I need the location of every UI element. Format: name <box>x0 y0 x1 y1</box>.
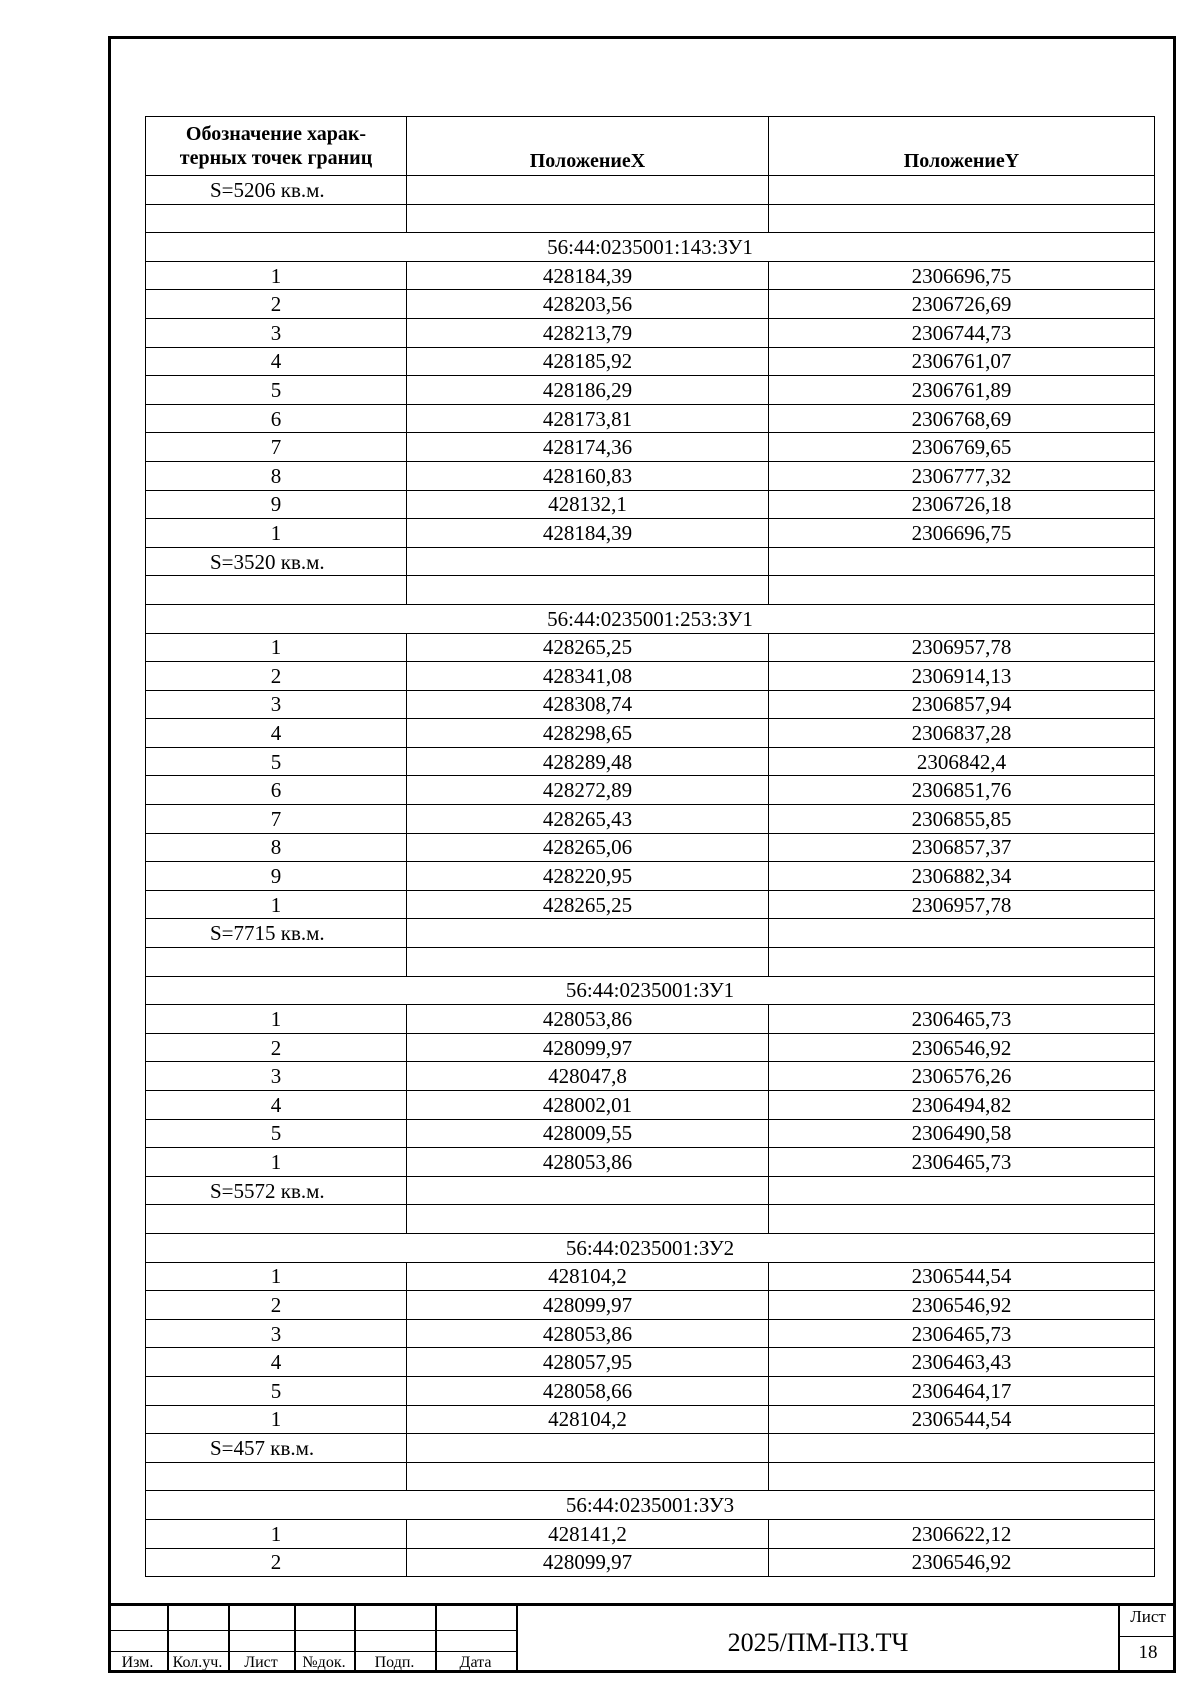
point-number: 4 <box>146 719 407 748</box>
point-number: 1 <box>146 633 407 662</box>
table-row <box>146 633 1155 662</box>
position-x-value: 428173,81 <box>407 404 769 433</box>
position-x-value: 428298,65 <box>407 719 769 748</box>
sheet-number: 18 <box>1138 1642 1158 1663</box>
table-row <box>146 1348 1155 1377</box>
point-number: 2 <box>146 1291 407 1320</box>
area-row <box>146 176 1155 205</box>
table-row <box>146 1262 1155 1291</box>
position-x-value: 428186,29 <box>407 376 769 405</box>
point-number: 1 <box>146 1405 407 1434</box>
table-row <box>146 862 1155 891</box>
position-y-value: 2306465,73 <box>769 1005 1155 1034</box>
empty-cell <box>769 948 1155 977</box>
empty-cell <box>769 1176 1155 1205</box>
table-row <box>146 890 1155 919</box>
empty-cell <box>407 1176 769 1205</box>
empty-cell <box>407 1462 769 1491</box>
table-row <box>146 1005 1155 1034</box>
parcel-cadastral-number: 56:44:0235001:ЗУ1 <box>146 976 1155 1005</box>
point-number: 2 <box>146 290 407 319</box>
position-y-value: 2306546,92 <box>769 1033 1155 1062</box>
title-block-rule <box>108 1651 516 1652</box>
position-x-value: 428289,48 <box>407 747 769 776</box>
empty-cell <box>769 547 1155 576</box>
parcel-cadastral-number: 56:44:0235001:ЗУ3 <box>146 1491 1155 1520</box>
position-x-value: 428104,2 <box>407 1262 769 1291</box>
position-x-value: 428057,95 <box>407 1348 769 1377</box>
point-number: 9 <box>146 862 407 891</box>
position-x-value: 428174,36 <box>407 433 769 462</box>
point-number: 3 <box>146 690 407 719</box>
point-number: 1 <box>146 1519 407 1548</box>
point-number: 4 <box>146 1091 407 1120</box>
parcel-section-row <box>146 604 1155 633</box>
position-x-value: 428132,1 <box>407 490 769 519</box>
position-y-value: 2306463,43 <box>769 1348 1155 1377</box>
table-row <box>146 347 1155 376</box>
point-number: 2 <box>146 1033 407 1062</box>
position-x-value: 428053,86 <box>407 1005 769 1034</box>
position-x-value: 428272,89 <box>407 776 769 805</box>
position-x-value: 428308,74 <box>407 690 769 719</box>
empty-cell <box>146 1462 407 1491</box>
position-x-value: 428265,06 <box>407 833 769 862</box>
stamp-label-doc-number: №док. <box>302 1654 346 1671</box>
position-x-value: 428265,25 <box>407 633 769 662</box>
point-number: 2 <box>146 662 407 691</box>
position-y-value: 2306546,92 <box>769 1548 1155 1577</box>
position-x-value: 428104,2 <box>407 1405 769 1434</box>
point-number: 3 <box>146 1319 407 1348</box>
position-x-value: 428053,86 <box>407 1148 769 1177</box>
area-row <box>146 1434 1155 1463</box>
point-number: 3 <box>146 1062 407 1091</box>
position-y-value: 2306761,89 <box>769 376 1155 405</box>
blank-row <box>146 1205 1155 1234</box>
position-x-value: 428099,97 <box>407 1548 769 1577</box>
table-row <box>146 805 1155 834</box>
area-row <box>146 1176 1155 1205</box>
table-row <box>146 261 1155 290</box>
empty-cell <box>146 948 407 977</box>
table-row <box>146 662 1155 691</box>
document-code: 2025/ПМ-ПЗ.ТЧ <box>727 1628 909 1657</box>
table-header-row <box>146 117 1155 176</box>
empty-cell <box>146 204 407 233</box>
point-number: 4 <box>146 1348 407 1377</box>
position-y-value: 2306576,26 <box>769 1062 1155 1091</box>
parcel-section-row <box>146 1233 1155 1262</box>
position-y-value: 2306494,82 <box>769 1091 1155 1120</box>
position-x-value: 428184,39 <box>407 519 769 548</box>
table-row <box>146 1376 1155 1405</box>
position-y-value: 2306842,4 <box>769 747 1155 776</box>
position-y-value: 2306914,13 <box>769 662 1155 691</box>
point-number: 7 <box>146 805 407 834</box>
empty-cell <box>407 1434 769 1463</box>
table-row <box>146 833 1155 862</box>
empty-cell <box>769 576 1155 605</box>
position-y-value: 2306726,69 <box>769 290 1155 319</box>
point-number: 5 <box>146 1376 407 1405</box>
sheet-label: Лист <box>1130 1607 1166 1626</box>
position-x-value: 428265,25 <box>407 890 769 919</box>
position-x-value: 428213,79 <box>407 318 769 347</box>
position-x-value: 428160,83 <box>407 461 769 490</box>
table-row <box>146 461 1155 490</box>
area-row <box>146 919 1155 948</box>
table-row <box>146 1033 1155 1062</box>
position-y-value: 2306761,07 <box>769 347 1155 376</box>
position-y-value: 2306464,17 <box>769 1376 1155 1405</box>
empty-cell <box>407 176 769 205</box>
empty-cell <box>146 1205 407 1234</box>
position-y-value: 2306769,65 <box>769 433 1155 462</box>
position-y-value: 2306465,73 <box>769 1148 1155 1177</box>
position-x-value: 428203,56 <box>407 290 769 319</box>
area-row <box>146 547 1155 576</box>
header-position-y: ПоложениеY <box>769 117 1155 176</box>
position-y-value: 2306544,54 <box>769 1262 1155 1291</box>
area-value: S=3520 кв.м. <box>146 547 407 576</box>
position-y-value: 2306857,37 <box>769 833 1155 862</box>
table-row <box>146 776 1155 805</box>
point-number: 4 <box>146 347 407 376</box>
point-number: 2 <box>146 1548 407 1577</box>
point-number: 5 <box>146 747 407 776</box>
position-x-value: 428185,92 <box>407 347 769 376</box>
stamp-label-quantity: Кол.уч. <box>172 1654 223 1671</box>
point-number: 1 <box>146 1148 407 1177</box>
title-block-rule <box>1118 1636 1176 1637</box>
point-number: 1 <box>146 890 407 919</box>
position-y-value: 2306957,78 <box>769 890 1155 919</box>
point-number: 1 <box>146 1262 407 1291</box>
position-y-value: 2306726,18 <box>769 490 1155 519</box>
position-x-value: 428002,01 <box>407 1091 769 1120</box>
blank-row <box>146 204 1155 233</box>
header-position-x: ПоложениеX <box>407 117 769 176</box>
title-block-rule <box>108 1630 516 1631</box>
point-number: 1 <box>146 261 407 290</box>
table-row <box>146 690 1155 719</box>
table-row <box>146 1405 1155 1434</box>
table-row <box>146 1148 1155 1177</box>
position-y-value: 2306546,92 <box>769 1291 1155 1320</box>
point-number: 1 <box>146 519 407 548</box>
parcel-cadastral-number: 56:44:0235001:ЗУ2 <box>146 1233 1155 1262</box>
stamp-label-change: Изм. <box>121 1654 154 1671</box>
position-x-value: 428265,43 <box>407 805 769 834</box>
blank-row <box>146 1462 1155 1491</box>
position-x-value: 428184,39 <box>407 261 769 290</box>
position-y-value: 2306465,73 <box>769 1319 1155 1348</box>
position-y-value: 2306855,85 <box>769 805 1155 834</box>
position-y-value: 2306777,32 <box>769 461 1155 490</box>
position-y-value: 2306744,73 <box>769 318 1155 347</box>
area-value: S=7715 кв.м. <box>146 919 407 948</box>
empty-cell <box>769 919 1155 948</box>
point-number: 8 <box>146 461 407 490</box>
position-y-value: 2306957,78 <box>769 633 1155 662</box>
table-row <box>146 404 1155 433</box>
area-value: S=457 кв.м. <box>146 1434 407 1463</box>
empty-cell <box>407 547 769 576</box>
position-y-value: 2306882,34 <box>769 862 1155 891</box>
position-x-value: 428099,97 <box>407 1033 769 1062</box>
empty-cell <box>769 176 1155 205</box>
point-number: 3 <box>146 318 407 347</box>
point-number: 6 <box>146 404 407 433</box>
empty-cell <box>769 1434 1155 1463</box>
position-y-value: 2306851,76 <box>769 776 1155 805</box>
table-row <box>146 747 1155 776</box>
position-x-value: 428058,66 <box>407 1376 769 1405</box>
table-row <box>146 433 1155 462</box>
blank-row <box>146 576 1155 605</box>
position-y-value: 2306490,58 <box>769 1119 1155 1148</box>
table-row <box>146 1519 1155 1548</box>
position-y-value: 2306544,54 <box>769 1405 1155 1434</box>
parcel-section-row <box>146 976 1155 1005</box>
position-x-value: 428220,95 <box>407 862 769 891</box>
point-number: 5 <box>146 376 407 405</box>
position-x-value: 428141,2 <box>407 1519 769 1548</box>
table-row <box>146 1119 1155 1148</box>
point-number: 6 <box>146 776 407 805</box>
table-row <box>146 1091 1155 1120</box>
position-x-value: 428099,97 <box>407 1291 769 1320</box>
area-value: S=5206 кв.м. <box>146 176 407 205</box>
position-y-value: 2306622,12 <box>769 1519 1155 1548</box>
position-x-value: 428053,86 <box>407 1319 769 1348</box>
table-row <box>146 719 1155 748</box>
empty-cell <box>407 576 769 605</box>
table-row <box>146 376 1155 405</box>
empty-cell <box>769 1462 1155 1491</box>
title-block <box>108 1603 1176 1673</box>
parcel-section-row <box>146 233 1155 262</box>
position-y-value: 2306696,75 <box>769 261 1155 290</box>
empty-cell <box>407 204 769 233</box>
point-number: 1 <box>146 1005 407 1034</box>
table-row <box>146 1319 1155 1348</box>
table-row <box>146 490 1155 519</box>
empty-cell <box>146 576 407 605</box>
position-y-value: 2306768,69 <box>769 404 1155 433</box>
coordinates-table <box>145 116 1155 1577</box>
point-number: 8 <box>146 833 407 862</box>
position-x-value: 428341,08 <box>407 662 769 691</box>
empty-cell <box>407 1205 769 1234</box>
table-row <box>146 519 1155 548</box>
empty-cell <box>769 1205 1155 1234</box>
parcel-section-row <box>146 1491 1155 1520</box>
position-y-value: 2306837,28 <box>769 719 1155 748</box>
point-number: 5 <box>146 1119 407 1148</box>
stamp-label-sheet: Лист <box>244 1654 278 1671</box>
table-row <box>146 290 1155 319</box>
point-number: 9 <box>146 490 407 519</box>
stamp-label-date: Дата <box>459 1654 492 1671</box>
table-row <box>146 1062 1155 1091</box>
position-y-value: 2306857,94 <box>769 690 1155 719</box>
parcel-cadastral-number: 56:44:0235001:143:ЗУ1 <box>146 233 1155 262</box>
blank-row <box>146 948 1155 977</box>
table-row <box>146 1291 1155 1320</box>
empty-cell <box>769 204 1155 233</box>
stamp-label-signature: Подп. <box>374 1654 415 1671</box>
position-x-value: 428047,8 <box>407 1062 769 1091</box>
area-value: S=5572 кв.м. <box>146 1176 407 1205</box>
position-x-value: 428009,55 <box>407 1119 769 1148</box>
table-row <box>146 318 1155 347</box>
table-row <box>146 1548 1155 1577</box>
position-y-value: 2306696,75 <box>769 519 1155 548</box>
parcel-cadastral-number: 56:44:0235001:253:ЗУ1 <box>146 604 1155 633</box>
empty-cell <box>407 919 769 948</box>
header-point-designation: Обозначение харак- терных точек границ <box>146 117 407 176</box>
point-number: 7 <box>146 433 407 462</box>
empty-cell <box>407 948 769 977</box>
coordinates-table-body <box>146 117 1155 1577</box>
